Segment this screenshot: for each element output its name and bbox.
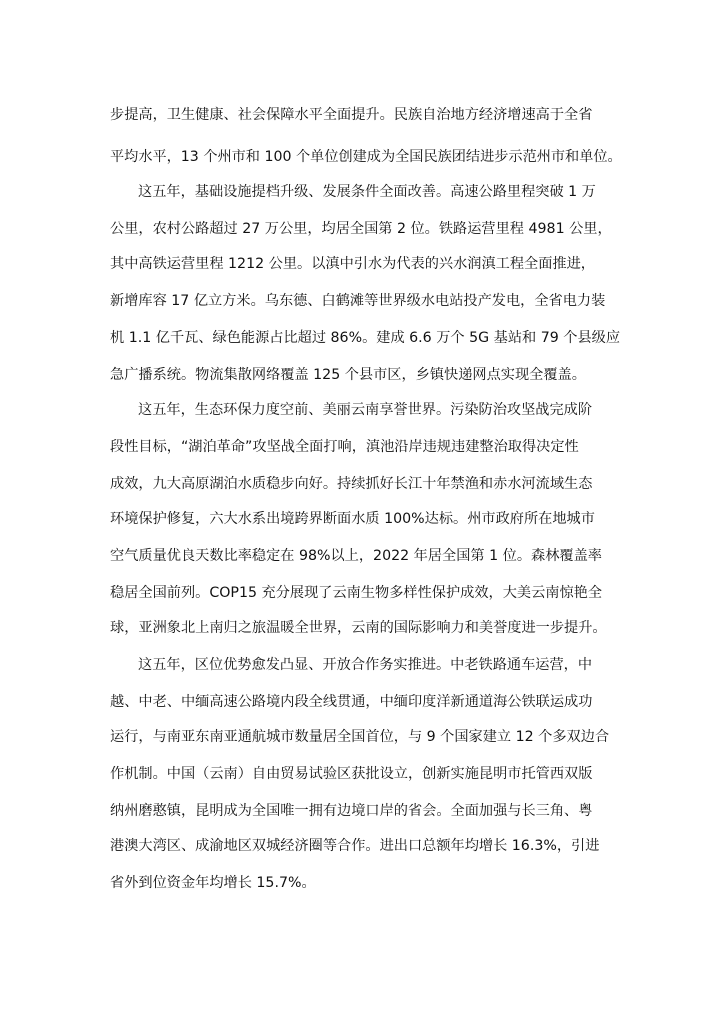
paragraph-start-line: 这五年，生态环保力度空前、美丽云南享誉世界。污染防治攻坚战完成阶 <box>138 402 593 418</box>
text-line: 港澳大湾区、成渝地区双城经济圈等合作。进出口总额年均增长 16.3%，引进 <box>110 838 600 854</box>
text-line: 成效，九大高原湖泊水质稳步向好。持续抓好长江十年禁渔和赤水河流域生态 <box>110 476 593 492</box>
text-line: 越、中老、中缅高速公路境内段全线贯通，中缅印度洋新通道海公铁联运成功 <box>110 694 593 710</box>
text-line: 平均水平，13 个州市和 100 个单位创建成为全国民族团结进步示范州市和单位。 <box>110 149 622 165</box>
text-line: 新增库容 17 亿立方米。乌东德、白鹤滩等世界级水电站投产发电，全省电力装 <box>110 293 606 309</box>
text-line: 稳居全国前列。COP15 充分展现了云南生物多样性保护成效，大美云南惊艳全 <box>110 585 603 601</box>
text-line: 环境保护修复，六大水系出境跨界断面水质 100%达标。州市政府所在地城市 <box>110 511 595 527</box>
text-line: 纳州磨憨镇，昆明成为全国唯一拥有边境口岸的省会。全面加强与长三角、粤 <box>110 803 593 819</box>
paragraph-start-line: 这五年，基础设施提档升级、发展条件全面改善。高速公路里程突破 1 万 <box>138 184 596 200</box>
text-line: 段性目标，“湖泊革命”攻坚战全面打响，滇池沿岸违规违建整治取得决定性 <box>110 439 579 455</box>
text-line: 急广播系统。物流集散网络覆盖 125 个县市区，乡镇快递网点实现全覆盖。 <box>110 367 586 383</box>
text-line: 空气质量优良天数比率稳定在 98%以上，2022 年居全国第 1 位。森林覆盖率 <box>110 548 602 564</box>
paragraph-start-line: 这五年，区位优势愈发凸显、开放合作务实推进。中老铁路通车运营，中 <box>138 657 593 673</box>
text-line: 省外到位资金年均增长 15.7%。 <box>110 875 316 891</box>
text-line: 步提高，卫生健康、社会保障水平全面提升。民族自治地方经济增速高于全省 <box>110 107 593 123</box>
text-line: 公里，农村公路超过 27 万公里，均居全国第 2 位。铁路运营里程 4981 公里， <box>110 221 612 237</box>
text-line: 其中高铁运营里程 1212 公里。以滇中引水为代表的兴水润滇工程全面推进， <box>110 256 595 272</box>
text-line: 机 1.1 亿千瓦、绿色能源占比超过 86%。建成 6.6 万个 5G 基站和 79 个县级应 <box>110 330 621 346</box>
text-line: 运行，与南亚东南亚通航城市数量居全国首位，与 9 个国家建立 12 个多双边合 <box>110 729 610 745</box>
text-line: 作机制。中国（云南）自由贸易试验区获批设立，创新实施昆明市托管西双版 <box>110 766 593 782</box>
text-line: 球，亚洲象北上南归之旅温暖全世界，云南的国际影响力和美誉度进一步提升。 <box>110 620 607 636</box>
